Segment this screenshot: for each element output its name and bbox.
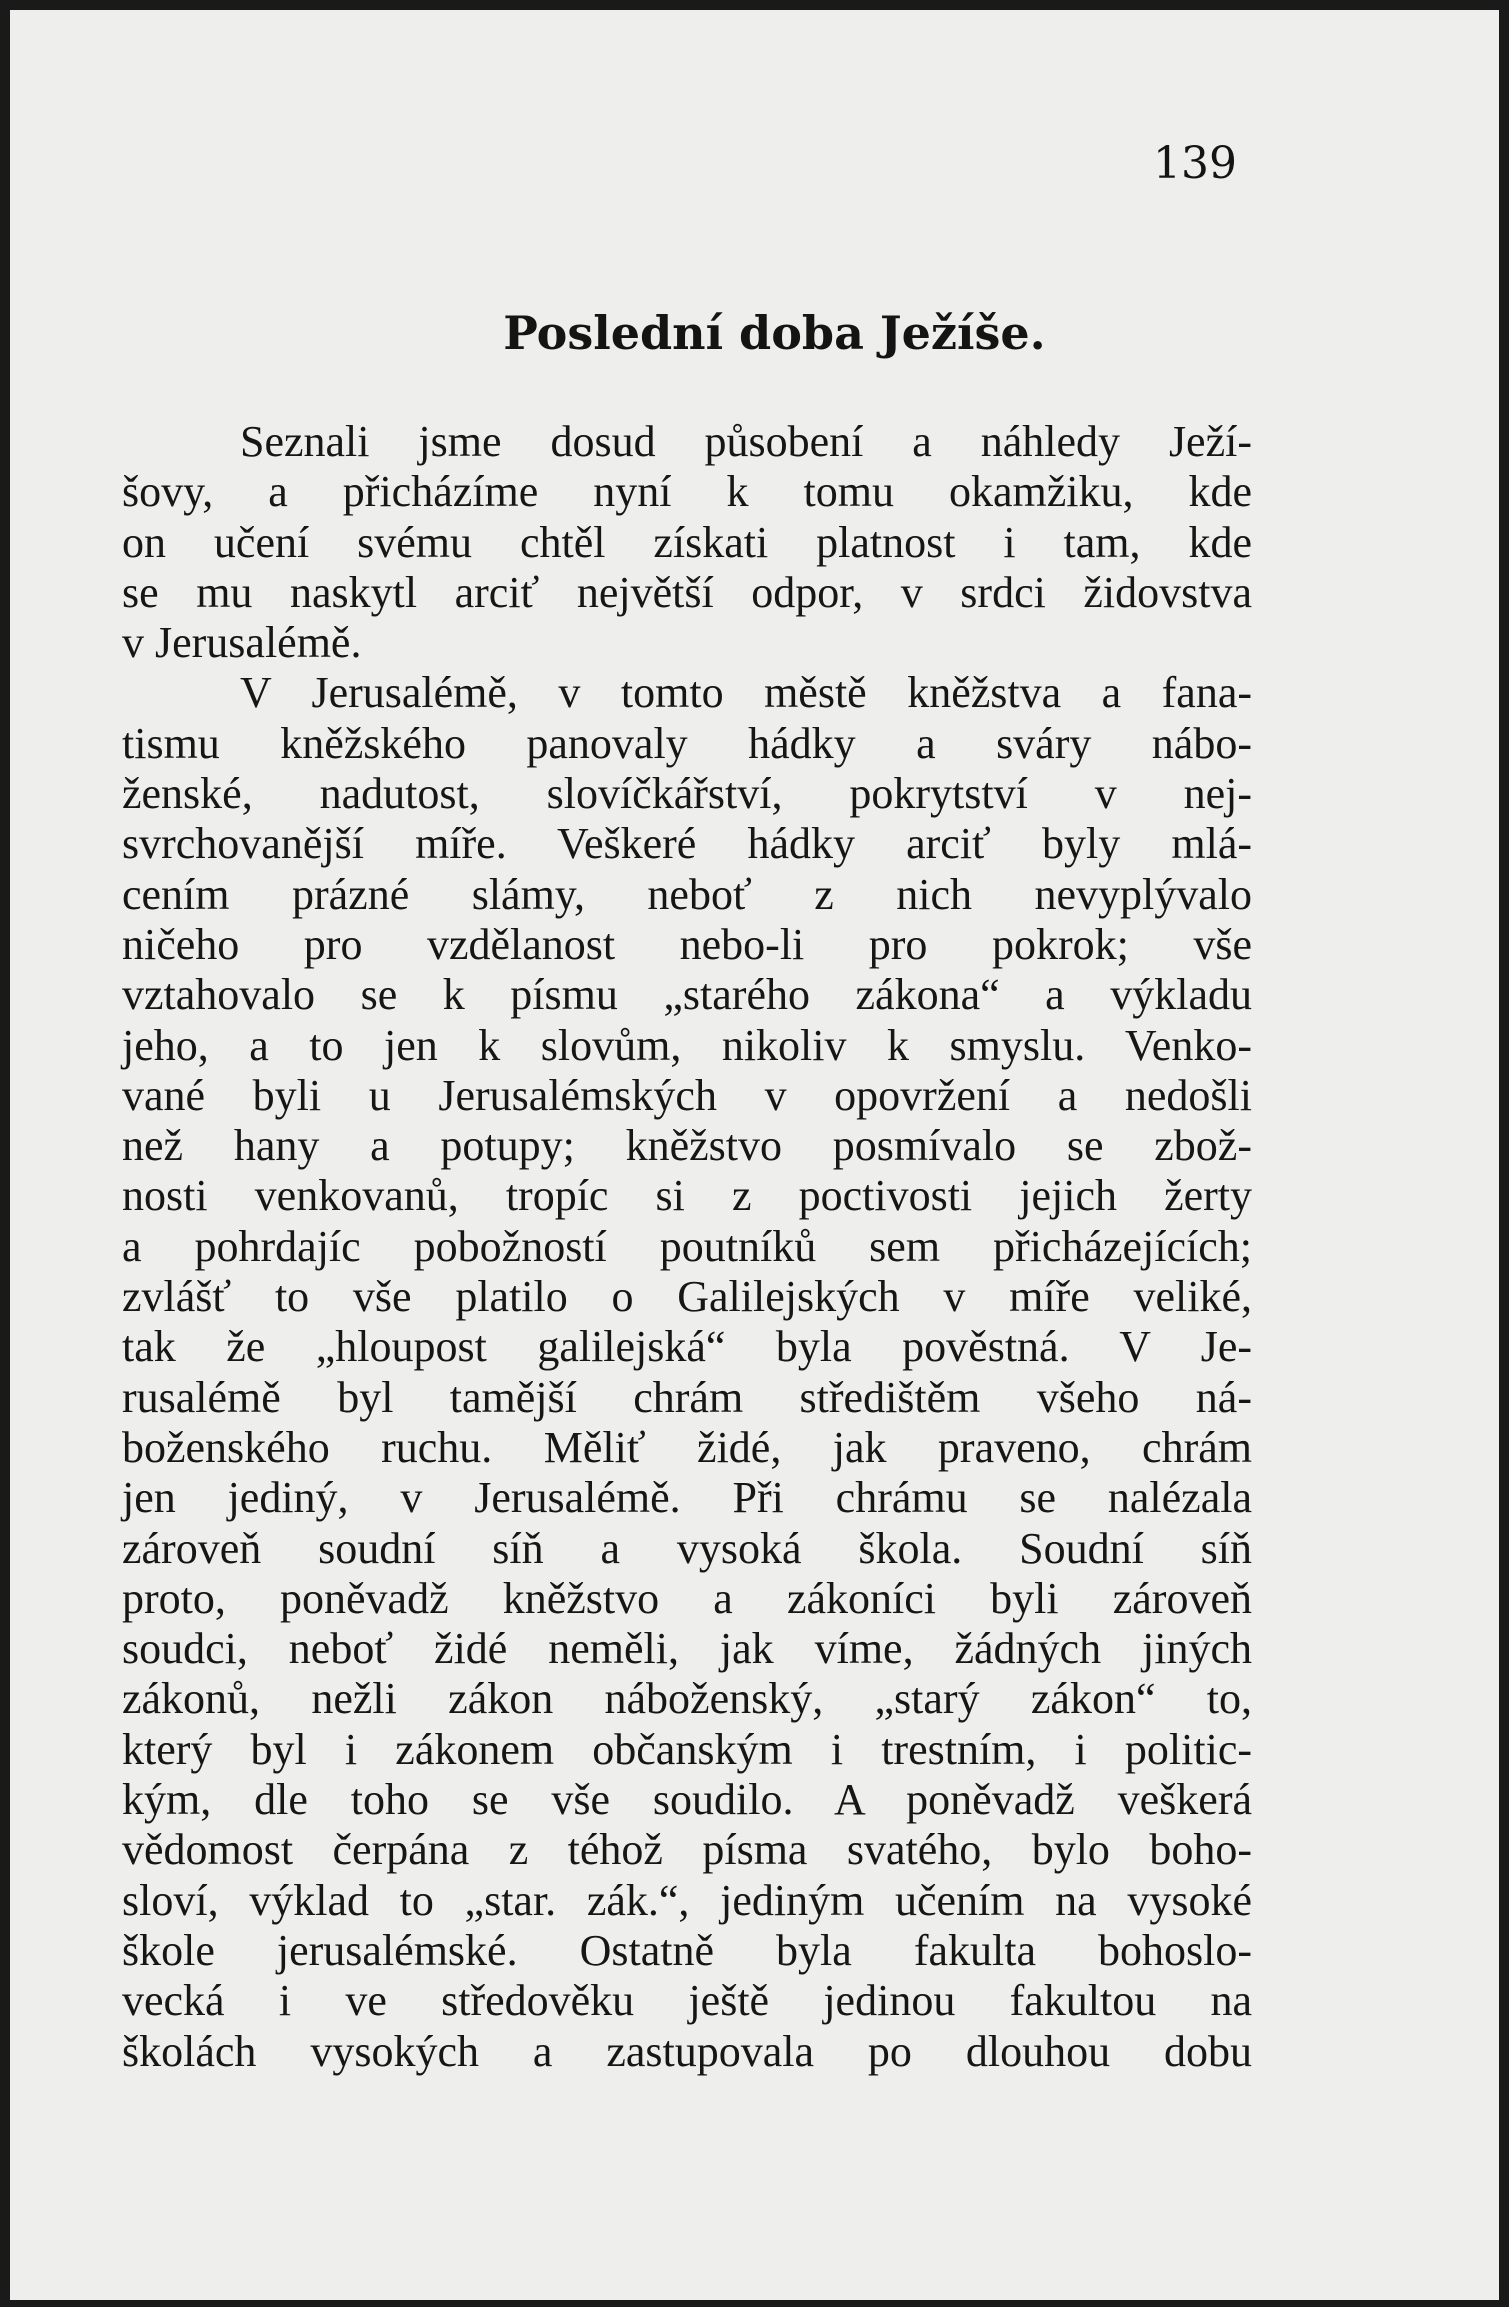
- text-line: Seznali jsme dosud působení a náhledy Ježí-: [240, 417, 1252, 466]
- text-line: cením prázné slámy, neboť z nich nevyplývalo: [122, 869, 1252, 919]
- text-line: škole jerusalémské. Ostatně byla fakulta bohoslo-: [122, 1925, 1252, 1975]
- text-line: kým, dle toho se vše soudilo. A poněvadž veškerá: [122, 1775, 1252, 1825]
- text-line: boženského ruchu. Měliť židé, jak praveno, chrám: [122, 1422, 1252, 1472]
- text-line: než hany a potupy; kněžstvo posmívalo se zbož-: [122, 1121, 1252, 1171]
- text-line: proto, poněvadž kněžstvo a zákoníci byli zároveň: [122, 1573, 1252, 1623]
- chapter-title: Poslední doba Ježíše.: [503, 306, 1046, 360]
- text-line: nosti venkovanů, tropíc si z poctivosti jejich žerty: [122, 1171, 1252, 1221]
- body-text: [122, 417, 1252, 2077]
- book-page: [10, 10, 1499, 2300]
- text-line: tak že „hloupost galilejská“ byla pověstná. V Je-: [122, 1322, 1252, 1372]
- text-line: ženské, nadutost, slovíčkářství, pokrytství v nej-: [122, 769, 1252, 819]
- text-line: soudci, neboť židé neměli, jak víme, žádných jiných: [122, 1624, 1252, 1674]
- text-line: ničeho pro vzdělanost nebo-li pro pokrok; vše: [122, 919, 1252, 969]
- page-number: 139: [1153, 138, 1237, 189]
- text-line: zvlášť to vše platilo o Galilejských v míře veliké,: [122, 1272, 1252, 1322]
- text-line: svrchovanější míře. Veškeré hádky arciť byly mlá-: [122, 819, 1252, 869]
- text-line: školách vysokých a zastupovala po dlouhou dobu: [122, 2026, 1252, 2076]
- text-line: v Jerusalémě.: [122, 618, 362, 668]
- text-line: který byl i zákonem občanským i trestním, i politic-: [122, 1724, 1252, 1774]
- text-line: vecká i ve středověku ještě jedinou fakultou na: [122, 1976, 1252, 2026]
- text-line: jeho, a to jen k slovům, nikoliv k smyslu. Venko-: [122, 1020, 1252, 1070]
- text-line: šovy, a přicházíme nyní k tomu okamžiku, kde: [122, 467, 1252, 517]
- text-line: vztahovalo se k písmu „starého zákona“ a výkladu: [122, 970, 1252, 1020]
- text-line: a pohrdajíc pobožností poutníků sem přicházejících;: [122, 1221, 1252, 1271]
- text-line: sloví, výklad to „star. zák.“, jediným učením na vysoké: [122, 1875, 1252, 1925]
- text-line: V Jerusalémě, v tomto městě kněžstva a fana-: [240, 668, 1252, 718]
- text-line: zároveň soudní síň a vysoká škola. Soudní síň: [122, 1523, 1252, 1573]
- text-line: vědomost čerpána z téhož písma svatého, bylo boho-: [122, 1825, 1252, 1875]
- text-line: jen jediný, v Jerusalémě. Při chrámu se nalézala: [122, 1473, 1252, 1523]
- text-line: zákonů, nežli zákon náboženský, „starý zákon“ to,: [122, 1674, 1252, 1724]
- text-line: on učení svému chtěl získati platnost i tam, kde: [122, 517, 1252, 567]
- text-line: tismu kněžského panovaly hádky a sváry nábo-: [122, 718, 1252, 768]
- text-line: se mu naskytl arciť největší odpor, v srdci židovstva: [122, 567, 1252, 617]
- text-line: vané byli u Jerusalémských v opovržení a nedošli: [122, 1070, 1252, 1120]
- text-line: rusalémě byl tamější chrám středištěm všeho ná-: [122, 1372, 1252, 1422]
